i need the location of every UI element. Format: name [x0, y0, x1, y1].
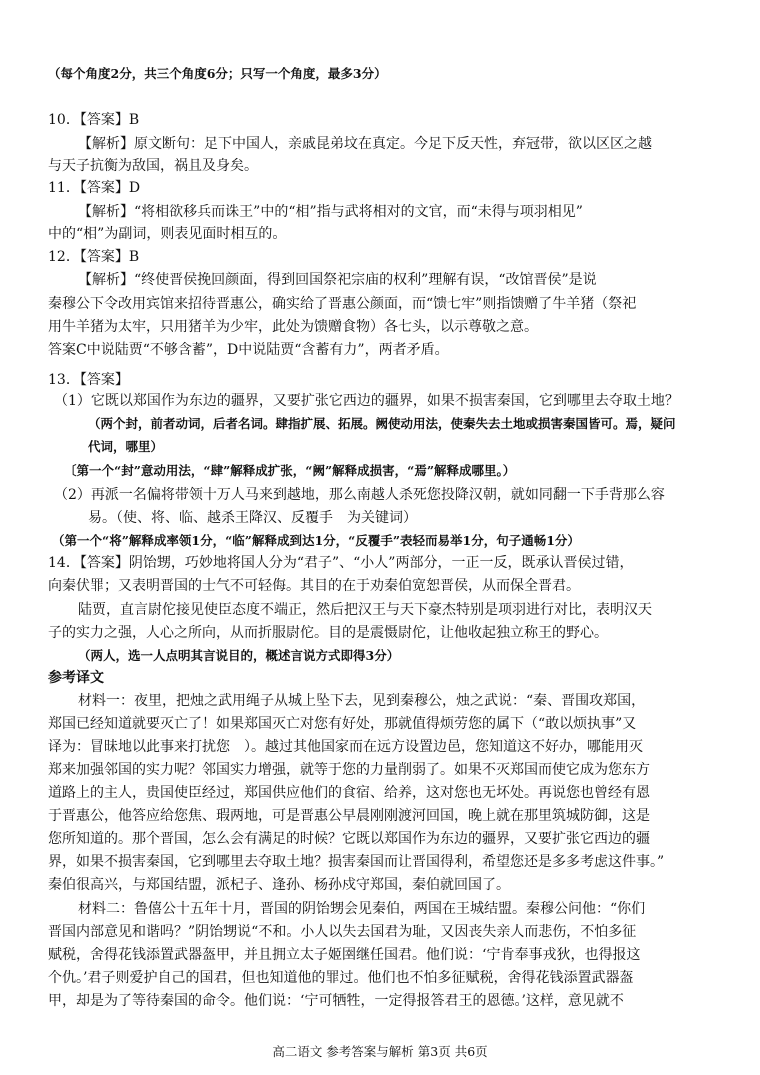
q11-analysis-line: 【解析】“将相欲移兵而诛王”中的“相”指与武将相对的文官，而“未得与项羽相见”	[78, 204, 583, 220]
q10-analysis-line: 与天子抗衡为敌国，祸且及身矣。	[48, 158, 258, 174]
q11-answer: 11．【答案】D	[48, 180, 141, 196]
translation-m1-line: 郑来加强邻国的实力呢？邻国实力增强，就等于您的力量削弱了。如果不灭郑国而使它成为您东方	[48, 762, 650, 778]
q12-analysis-line: 秦穆公下令改用宾馆来招待晋惠公，确实给了晋惠公颜面，而“馈七牢”则指馈赠了牛羊猪（祭祀	[48, 296, 637, 312]
q14-line: 子的实力之强，人心之所向，从而折服尉佗。目的是震慑尉佗，让他收起独立称王的野心。	[48, 625, 608, 641]
q13-part2-line: （2）再派一名偏将带领十万人马来到越地，那么南越人杀死您投降汉朝，就如同翻一下手背那么容	[54, 487, 665, 503]
translation-m1-line: 您所知道的。那个晋国，怎么会有满足的时候？它既以郑国作为东边的疆界，又要扩张它西边的疆	[48, 831, 650, 847]
scoring-note-top: （每个角度2分，共三个角度6分；只写一个角度，最多3分）	[48, 66, 387, 81]
page-footer: 高二语文 参考答案与解析 第3页 共6页	[272, 1044, 488, 1059]
translation-heading: 参考译文	[48, 670, 104, 686]
translation-m1-line: 材料一：夜里，把烛之武用绳子从城上坠下去，见到秦穆公，烛之武说：“秦、晋围攻郑国，	[78, 693, 646, 709]
q13-answer: 13．【答案】	[48, 372, 129, 388]
q14-scoring: （两人，选一人点明其言说目的，概述言说方式即得3分）	[78, 648, 400, 663]
translation-m2-line: 个仇。’君子则爱护自己的国君，但也知道他的罪过。他们也不怕多征赋税，舍得花钱添置武器盔	[48, 970, 634, 986]
q10-answer: 10．【答案】B	[48, 112, 140, 128]
q11-analysis-line: 中的“相”为副词，则表见面时相互的。	[48, 226, 287, 242]
q14-line: 14．【答案】阴饴甥，巧妙地将国人分为“君子”、“小人”两部分，一正一反，既承认晋侯过错，	[48, 555, 634, 571]
q14-line: 向秦伏罪；又表明晋国的士气不可轻侮。其目的在于劝秦伯宽恕晋侯，从而保全晋君。	[48, 578, 580, 594]
q10-analysis-line: 【解析】原文断句：足下中国人，亲戚昆弟坟在真定。今足下反天性，弃冠带，欲以区区之越	[78, 136, 652, 152]
q12-answer: 12．【答案】B	[48, 249, 140, 265]
translation-m1-line: 译为：冒昧地以此事来打扰您 ）。越过其他国家而在远方设置边邑，您知道这不好办，哪能用灭	[48, 739, 643, 755]
q13-part1: （1）它既以郑国作为东边的疆界，又要扩张它西边的疆界，如果不损害秦国，它到哪里去夺取土地？	[54, 393, 679, 409]
q13-part1-note: 代词，哪里）	[88, 439, 164, 454]
q13-part1-scoring: 〔第一个“封”意动用法，“肆”解释成扩张，“阙”解释成损害，“焉”解释成哪里。）	[64, 463, 516, 478]
translation-m1-line: 界，如果不损害秦国，它到哪里去夺取土地？损害秦国而让晋国得利，希望您还是多多考虑这件事。”	[48, 854, 665, 870]
q12-analysis-line: 【解析】“终使晋侯挽回颜面，得到回国祭祀宗庙的权利”理解有误，“改馆晋侯”是说	[78, 272, 597, 288]
q12-analysis-line: 答案C中说陆贾“不够含蓄”，D中说陆贾“含蓄有力”，两者矛盾。	[48, 342, 449, 358]
translation-m2-line: 甲，却是为了等待秦国的命令。他们说：‘宁可牺牲，一定得报答君王的恩德。’这样，意见就不	[48, 993, 624, 1009]
translation-m1-line: 道路上的主人，贵国使臣经过，郑国供应他们的食宿、给养，这对您也无坏处。再说您也曾经有恩	[48, 785, 650, 801]
translation-m2-line: 赋税，舍得花钱添置武器盔甲，并且拥立太子姬圉继任国君。他们说：‘宁肯奉事戎狄，也得报这	[48, 947, 641, 963]
translation-m1-line: 于晋惠公，他答应给您焦、瑕两地，可是晋惠公早晨刚刚渡河回国，晚上就在那里筑城防御，这是	[48, 808, 650, 824]
q13-part2-scoring: （第一个“将”解释成率领1分，“临”解释成到达1分，“反覆手”表轻而易举1分，句子通畅1分）	[52, 533, 580, 548]
q12-analysis-line: 用牛羊猪为太牢，只用猪羊为少牢，此处为馈赠食物）各七头，以示尊敬之意。	[48, 319, 538, 335]
translation-m2-line: 材料二：鲁僖公十五年十月，晋国的阴饴甥会见秦伯，两国在王城结盟。秦穆公问他：“你们	[78, 901, 646, 917]
translation-m2-line: 晋国内部意见和谐吗？”阴饴甥说“不和。小人以失去国君为耻，又因丧失亲人而悲伤，不怕多征	[48, 924, 637, 940]
q13-part2-line: 易。（使、将、临、越杀王降汉、反覆手 为关键词）	[88, 510, 417, 526]
translation-m1-line: 郑国已经知道就要灭亡了！如果郑国灭亡对您有好处，那就值得烦劳您的属下（“敢以烦执事”又	[48, 716, 637, 732]
translation-m1-line: 秦伯很高兴，与郑国结盟，派杞子、逢孙、杨孙戍守郑国，秦伯就回国了。	[48, 877, 510, 893]
q14-line: 陆贾，直言尉佗接见使臣态度不端正，然后把汉王与天下豪杰特别是项羽进行对比，表明汉天	[78, 602, 652, 618]
q13-part1-note: （两个封，前者动词，后者名词。肆指扩展、拓展。阙使动用法，使秦失去土地或损害秦国皆可。焉，疑问	[88, 416, 676, 431]
